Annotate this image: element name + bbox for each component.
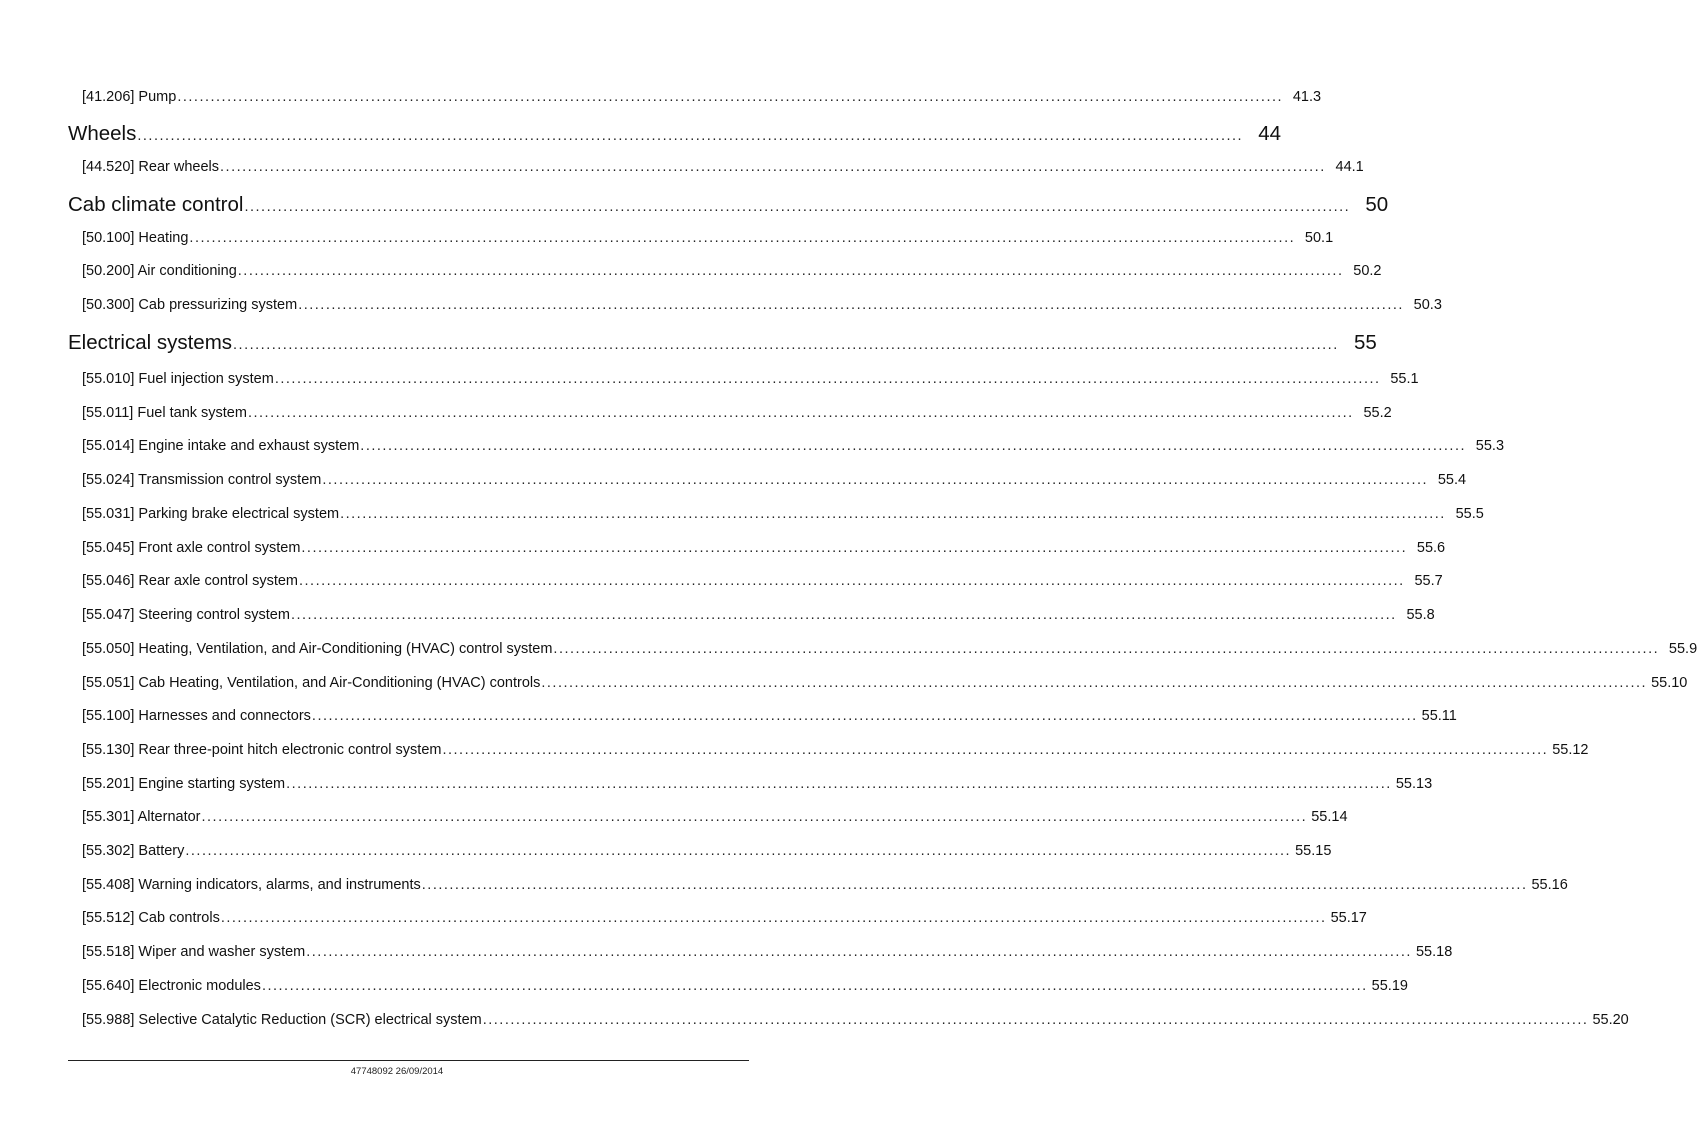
toc-entry-title: [50.100] Heating: [82, 230, 189, 246]
toc-entry-page: 55.14: [1311, 809, 1348, 825]
toc-entry[interactable]: [82, 876, 1568, 894]
toc-entry[interactable]: [82, 606, 1435, 624]
toc-entry-title: [55.010] Fuel injection system: [82, 371, 274, 387]
toc-entry-page: 55.9: [1668, 641, 1697, 657]
toc-entry-page: 55.15: [1295, 843, 1332, 859]
toc-entry[interactable]: [82, 471, 1467, 489]
toc-entry-title: [55.011] Fuel tank system: [82, 405, 247, 421]
toc-entry-page: 55.18: [1415, 944, 1453, 960]
toc-entry-title: [55.100] Harnesses and connectors: [82, 708, 311, 724]
toc-section[interactable]: [68, 330, 1377, 356]
dot-leader: ........................................................................................................................................................................................................: [340, 506, 1446, 522]
dot-leader: ........................................................................................................................................................................................................: [286, 776, 1392, 792]
toc-entry-page: 55.3: [1475, 438, 1505, 454]
toc-entry-page: 55.13: [1395, 776, 1433, 792]
toc-entry[interactable]: [82, 1011, 1629, 1029]
dot-leader: ........................................................................................................................................................................................................: [261, 978, 1368, 994]
toc-entry-page: 55.12: [1552, 742, 1589, 758]
toc-entry[interactable]: [82, 775, 1433, 793]
dot-leader: ........................................................................................................................................................................................................: [290, 607, 1397, 623]
toc-entry-page: 55.8: [1406, 607, 1435, 623]
toc-entry[interactable]: [82, 539, 1446, 557]
toc-entry-title: [55.302] Battery: [82, 843, 185, 859]
toc-entry-page: 55.17: [1330, 910, 1367, 926]
toc-section-title: Cab climate control: [68, 193, 244, 216]
dot-leader: ........................................................................................................................................................................................................: [299, 573, 1405, 589]
toc-entry[interactable]: [82, 370, 1419, 388]
dot-leader: ........................................................................................................................................................................................................: [421, 877, 1528, 893]
dot-leader: ........................................................................................................................................................................................................: [311, 708, 1418, 724]
toc-section[interactable]: [68, 121, 1282, 147]
toc-entry[interactable]: [82, 909, 1367, 927]
toc-entry-page: 55.2: [1363, 405, 1392, 421]
dot-leader: ........................................................................................................................................................................................................: [306, 944, 1412, 960]
dot-leader: ........................................................................................................................................................................................................: [244, 199, 1351, 215]
toc-entry-page: 55.11: [1421, 708, 1457, 724]
toc-section-title: Electrical systems: [68, 331, 233, 354]
toc-entry[interactable]: [82, 404, 1392, 422]
toc-entry[interactable]: [82, 741, 1589, 759]
dot-leader: ........................................................................................................................................................................................................: [177, 89, 1284, 105]
toc-entry-title: [55.047] Steering control system: [82, 607, 290, 623]
toc-entry[interactable]: [82, 808, 1348, 826]
toc-section-title: Wheels: [68, 122, 137, 145]
toc-entry-title: [55.050] Heating, Ventilation, and Air-Conditioning (HVAC) control system: [82, 641, 553, 657]
toc-entry-page: 55.1: [1390, 371, 1419, 387]
toc-entry[interactable]: [82, 572, 1443, 590]
toc-entry-page: 50.2: [1353, 263, 1382, 279]
toc-section-page: 44: [1258, 122, 1282, 145]
toc-entry[interactable]: [82, 640, 1697, 658]
toc-entry-page: 55.19: [1371, 978, 1408, 994]
toc-entry-page: 50.3: [1413, 297, 1442, 313]
dot-leader: ........................................................................................................................................................................................................: [360, 438, 1467, 454]
dot-leader: ........................................................................................................................................................................................................: [482, 1012, 1589, 1028]
toc-entry-page: 55.20: [1592, 1012, 1629, 1028]
toc-entry[interactable]: [82, 505, 1484, 523]
toc-entry-title: [55.518] Wiper and washer system: [82, 944, 306, 960]
toc-entry[interactable]: [82, 707, 1457, 725]
toc-entry[interactable]: [82, 437, 1505, 455]
dot-leader: ........................................................................................................................................................................................................: [189, 230, 1296, 246]
toc-entry-title: [55.046] Rear axle control system: [82, 573, 298, 589]
toc-entry-page: 55.5: [1455, 506, 1484, 522]
dot-leader: ........................................................................................................................................................................................................: [298, 297, 1404, 313]
toc-entry-title: [55.014] Engine intake and exhaust system: [82, 438, 360, 454]
toc-entry-title: [55.051] Cab Heating, Ventilation, and Air-Conditioning (HVAC) controls: [82, 675, 541, 691]
toc-entry-title: [44.520] Rear wheels: [82, 159, 220, 175]
dot-leader: ........................................................................................................................................................................................................: [220, 159, 1326, 175]
toc-entry[interactable]: [82, 674, 1688, 692]
toc-entry-page: 50.1: [1304, 230, 1334, 246]
toc-section[interactable]: [68, 192, 1389, 218]
toc-entry[interactable]: [82, 296, 1442, 314]
toc-entry-page: 55.6: [1416, 540, 1446, 556]
toc-entry-page: 41.3: [1292, 89, 1322, 105]
toc-entry-title: [55.201] Engine starting system: [82, 776, 286, 792]
toc-entry-page: 44.1: [1335, 159, 1364, 175]
dot-leader: ........................................................................................................................................................................................................: [301, 540, 1408, 556]
toc-entry[interactable]: [82, 262, 1382, 280]
toc-entry[interactable]: [82, 158, 1364, 176]
toc-entry-page: 55.16: [1531, 877, 1568, 893]
toc-entry-title: [50.300] Cab pressurizing system: [82, 297, 298, 313]
toc-entry-title: [55.130] Rear three-point hitch electronic control system: [82, 742, 442, 758]
dot-leader: ........................................................................................................................................................................................................: [201, 809, 1308, 825]
toc-entry-title: [55.512] Cab controls: [82, 910, 220, 926]
dot-leader: ........................................................................................................................................................................................................: [185, 843, 1292, 859]
dot-leader: ........................................................................................................................................................................................................: [137, 128, 1244, 144]
dot-leader: ........................................................................................................................................................................................................: [541, 675, 1648, 691]
toc-section-page: 50: [1365, 193, 1389, 216]
toc-entry-page: 55.7: [1414, 573, 1443, 589]
toc-entry-title: [55.024] Transmission control system: [82, 472, 322, 488]
toc-entry-title: [55.045] Front axle control system: [82, 540, 301, 556]
toc-entry[interactable]: [82, 229, 1334, 247]
dot-leader: ........................................................................................................................................................................................................: [322, 472, 1429, 488]
dot-leader: ........................................................................................................................................................................................................: [237, 263, 1344, 279]
toc-entry-title: [55.031] Parking brake electrical system: [82, 506, 340, 522]
footer-rule: [68, 1060, 749, 1061]
toc-entry[interactable]: [82, 88, 1322, 106]
toc-section-page: 55: [1353, 331, 1377, 354]
dot-leader: ........................................................................................................................................................................................................: [247, 405, 1354, 421]
toc-entry-title: [55.408] Warning indicators, alarms, and instruments: [82, 877, 421, 893]
footer-doc-code: 47748092 26/09/2014: [350, 1066, 444, 1077]
toc-entry-title: [41.206] Pump: [82, 89, 177, 105]
toc-entry-title: [55.640] Electronic modules: [82, 978, 261, 994]
dot-leader: ........................................................................................................................................................................................................: [442, 742, 1549, 758]
toc-entry[interactable]: [82, 943, 1453, 961]
toc-entry[interactable]: [82, 977, 1408, 995]
dot-leader: ........................................................................................................................................................................................................: [220, 910, 1327, 926]
toc-entry-page: 55.10: [1651, 675, 1688, 691]
toc-entry-title: [55.301] Alternator: [82, 809, 201, 825]
dot-leader: ........................................................................................................................................................................................................: [553, 641, 1660, 657]
dot-leader: ........................................................................................................................................................................................................: [233, 337, 1339, 353]
toc-entry-title: [50.200] Air conditioning: [82, 263, 237, 279]
toc-entry-title: [55.988] Selective Catalytic Reduction (SCR) electrical system: [82, 1012, 482, 1028]
toc-entry-page: 55.4: [1437, 472, 1467, 488]
dot-leader: ........................................................................................................................................................................................................: [274, 371, 1381, 387]
toc-entry[interactable]: [82, 842, 1332, 860]
